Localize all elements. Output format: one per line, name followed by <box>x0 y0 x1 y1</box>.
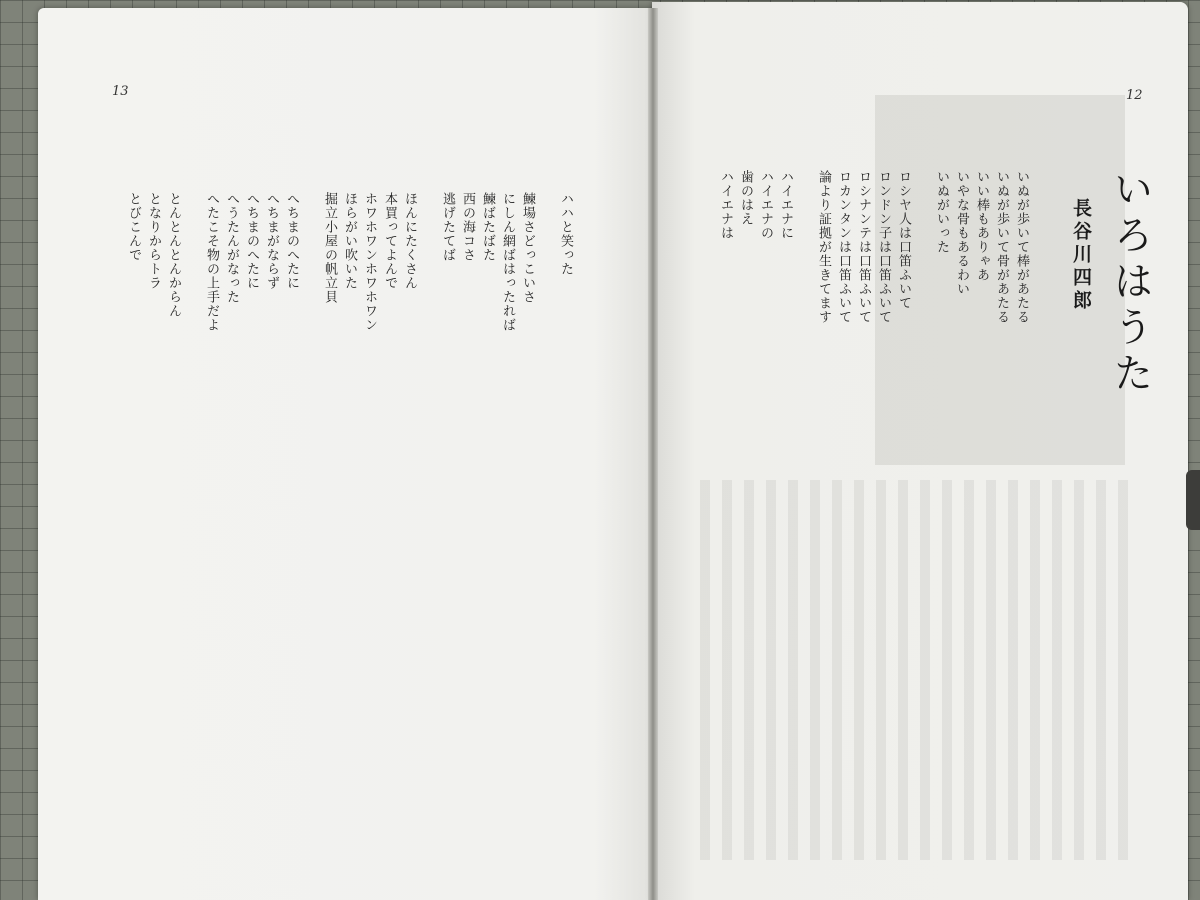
poem-line: ホワホワンホワホワン <box>362 192 377 332</box>
poem-line: ハイエナは <box>718 170 733 240</box>
poem-line: 鰊ばたばた <box>480 192 495 262</box>
poem-line: いぬが歩いて棒があたる <box>1014 170 1029 324</box>
poem-line: ロシナンテは口笛ふいて <box>856 170 871 324</box>
poem-line: とびこんで <box>126 192 141 262</box>
poem-line: ほらがい吹いた <box>342 192 357 290</box>
book-edge-object <box>1186 470 1200 530</box>
poem-line: 本買ってよんで <box>382 192 397 290</box>
poem-title: いろはうた <box>1107 168 1153 398</box>
poem-line: いぬがいった <box>934 170 949 254</box>
poem-line: にしん網ばはったれば <box>500 192 515 332</box>
poem-line: 西の海コさ <box>460 192 475 262</box>
poem-line: ハイエナの <box>758 170 773 240</box>
poem-line: へちまのへたに <box>244 192 259 290</box>
poem-line: 逃げたてば <box>440 192 455 262</box>
poem-line: ロカンタンは口笛ふいて <box>836 170 851 324</box>
poem-line: いやな骨もあるわい <box>954 170 969 296</box>
poem-line: へうたんがなった <box>224 192 239 304</box>
poem-line: へちまのへたに <box>284 192 299 290</box>
showthrough-text-shadow <box>700 480 1140 860</box>
page-number-left: 13 <box>112 84 129 99</box>
poem-line: 掘立小屋の帆立貝 <box>322 192 337 304</box>
book-gutter <box>648 8 658 900</box>
poem-line: 論より証拠が生きてます <box>816 170 831 324</box>
poem-line: いい棒もありゃあ <box>974 170 989 282</box>
poem-line: ロンドン子は口笛ふいて <box>876 170 891 324</box>
poem-line: へたこそ物の上手だよ <box>204 192 219 332</box>
page-number-right: 12 <box>1126 88 1143 103</box>
poem-line: へちまがならず <box>264 192 279 290</box>
poem-line: とんとんとんからん <box>166 192 181 318</box>
poem-line: ハイエナに <box>778 170 793 240</box>
poem-author: 長谷川四郎 <box>1070 198 1092 313</box>
poem-line: いぬが歩いて骨があたる <box>994 170 1009 324</box>
poem-line: ほんにたくさん <box>402 192 417 290</box>
left-page <box>38 8 656 900</box>
poem-line: 歯のはえ <box>738 170 753 226</box>
poem-line: となりからトラ <box>146 192 161 290</box>
poem-line: ハハと笑った <box>558 192 573 276</box>
poem-line: 鰊場さどっこいさ <box>520 192 535 304</box>
poem-line: ロシヤ人は口笛ふいて <box>896 170 911 310</box>
